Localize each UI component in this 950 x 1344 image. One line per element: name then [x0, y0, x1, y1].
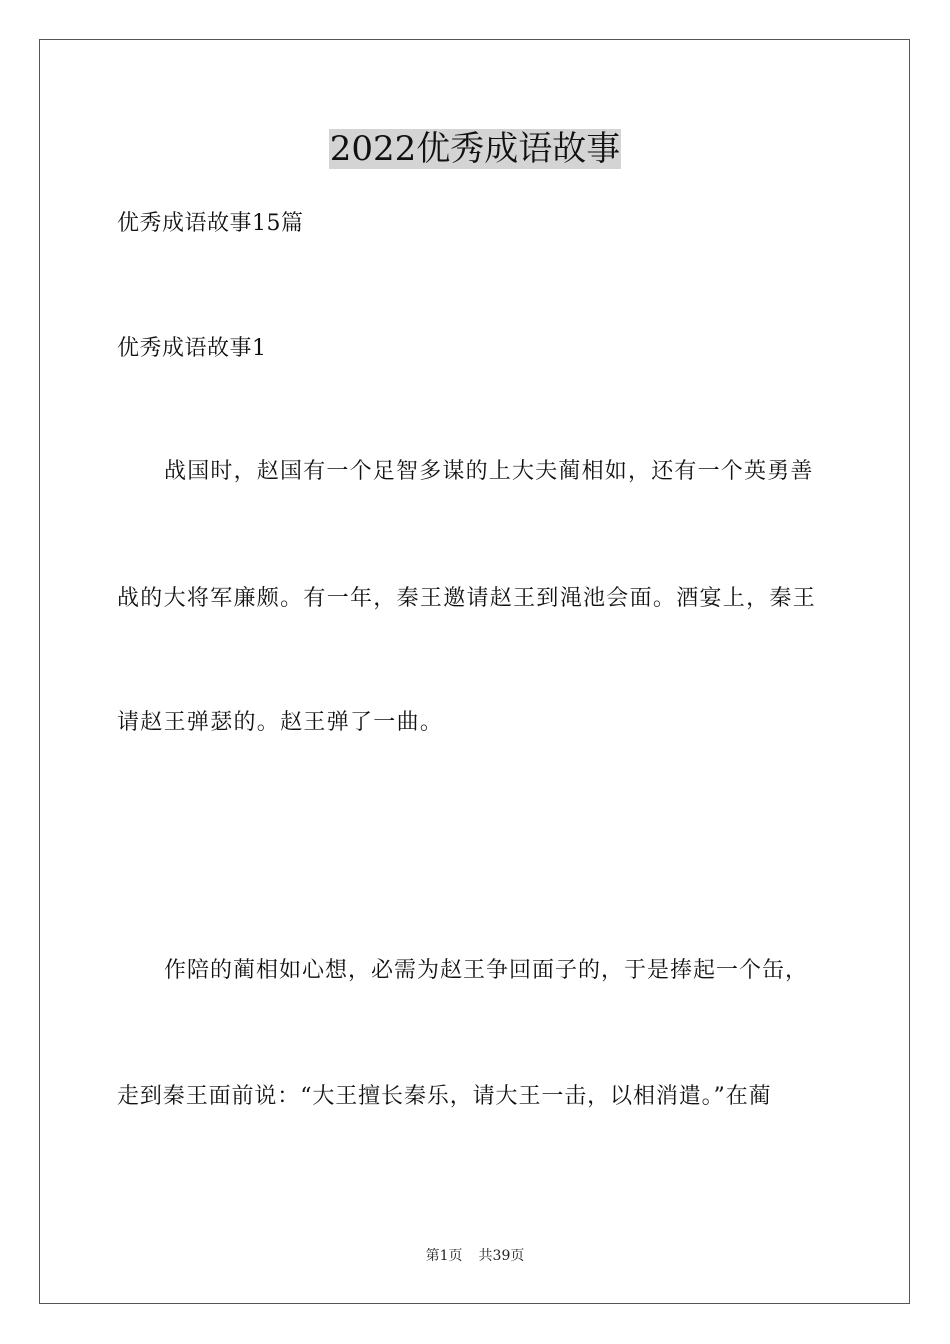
- page-number: 第1页: [425, 1248, 463, 1264]
- paragraph-1-line-2: 战的大将军廉颇。有一年，秦王邀请赵王到渑池会面。酒宴上，秦王: [117, 586, 817, 611]
- paragraph-1-line-3: 请赵王弹瑟的。赵王弹了一曲。: [117, 710, 444, 735]
- document-title-text: 2022优秀成语故事: [329, 129, 621, 169]
- section-heading: 优秀成语故事1: [117, 336, 267, 361]
- document-title: [0, 128, 950, 170]
- document-subtitle: 优秀成语故事15篇: [117, 211, 304, 236]
- paragraph-2-line-2: 走到秦王面前说：“大王擅长秦乐，请大王一击，以相消遣。”在蔺: [117, 1084, 772, 1109]
- paragraph-2-line-1: 作陪的蔺相如心想，必需为赵王争回面子的，于是捧起一个缶，: [164, 958, 809, 983]
- paragraph-1-line-1: 战国时，赵国有一个足智多谋的上大夫蔺相如，还有一个英勇善: [164, 459, 814, 484]
- page-total: 共39页: [478, 1248, 525, 1264]
- page-footer: [0, 1247, 950, 1265]
